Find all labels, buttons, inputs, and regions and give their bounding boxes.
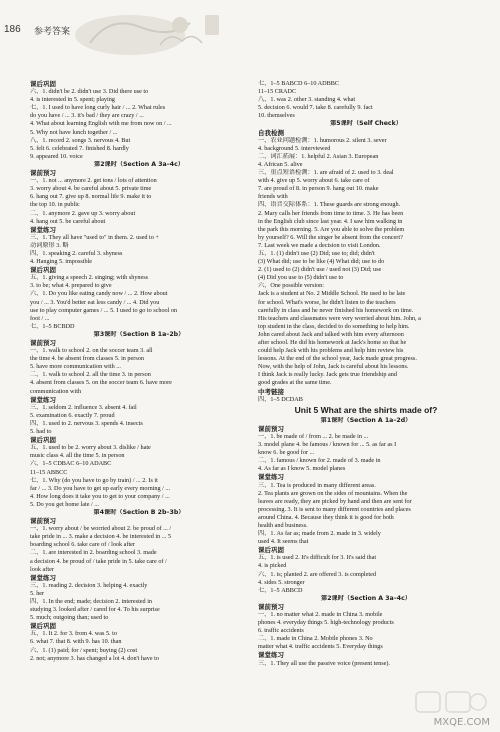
answer-line: 7. Last week we made a decision to visit London. (258, 241, 381, 249)
answer-line: 二、词汇拓展：1. helpful 2. Asian 3. European (258, 152, 379, 160)
answer-line: for school. What's worse, he didn't listen to the teachers (258, 298, 396, 306)
answer-line: 二、1. are interested in 2. boarding school 3. made (30, 549, 157, 557)
answer-line: 5. her (30, 589, 45, 597)
answer-line: use to play computer games / ... 5. I used to go to school on (30, 306, 178, 314)
subsection-heading: 课前预习 (30, 169, 56, 178)
answer-line: top student in the class, decided to do something to help him. (258, 322, 410, 330)
answer-line: friends with (258, 193, 288, 201)
answer-line: a decision 4. be proud of / take pride in 5. take care of / (30, 557, 167, 565)
answer-line: communication with (30, 387, 82, 395)
answer-line: 四、语音交际体系：1. These guards are strong enough. (258, 201, 401, 209)
answer-line: 五、1. used to be 2. worry about 3. dislike / hate (30, 444, 151, 452)
answer-line: 七、1. I used to have long curly hair / ... 2. What rules (30, 104, 166, 112)
answer-line: 4. How long does it take you to get to your company / ... (30, 492, 170, 500)
answer-line: 10. themselves (258, 112, 295, 120)
lesson-heading: 第1课时（Section A 1a–2d） (320, 416, 412, 424)
subsection-heading: 课前预习 (30, 517, 56, 526)
answer-line: with 4. give up 5. worry about 6. take care of (258, 177, 370, 185)
answer-line: music class 4. all the time 5. in person (30, 452, 125, 460)
answer-line: far / ... 3. Do you have to get up early every morning / ... (30, 484, 171, 492)
answer-line: 5. decision 6. would 7. take 8. carefully 9. fact (258, 104, 373, 112)
subsection-heading: 课堂练习 (258, 473, 284, 482)
answer-line: the top 10. in public (30, 201, 80, 209)
answer-line: 二、1. made in China 2. Mobile phones 3. No (258, 635, 373, 643)
answer-line: health and business. (258, 521, 308, 529)
answer-line: 5. have more communication with ... (30, 363, 121, 371)
answer-line: 六、1. Do you like eating candy now / ... 2. How about (30, 290, 168, 298)
answer-line: 2. not; anymore 3. has changed a lot 4. don't have to (30, 654, 159, 662)
answer-line: (3) What did; use to be like (4) What did; use to do (258, 258, 385, 266)
subsection-heading: 课堂练习 (258, 651, 284, 660)
answer-line: know 6. be good for ... (258, 449, 315, 457)
answer-line: 5. examination 6. exactly 7. proud (30, 411, 115, 419)
answer-line: 四、1–5 DCDAB (258, 395, 303, 403)
answer-line: 4. hang out 5. be careful about (30, 217, 106, 225)
answer-line: carefully in class and he never finished his homework on time. (258, 306, 414, 314)
answer-line: 四、1. speaking 2. careful 3. shyness (30, 249, 123, 257)
answer-line: you / ... 3. You'd better eat less candy / ... 4. Did you (30, 298, 160, 306)
subsection-heading: 课后巩固 (258, 546, 284, 555)
answer-line: 5. had to (30, 428, 52, 436)
answer-line: around China. 4. Because they think it is good for both (258, 513, 394, 521)
answer-line: 5. Do you get home late / ... (30, 500, 99, 508)
answer-line: 五、1. (1) didn't use (2) Did; use to; did; didn't (258, 249, 375, 257)
answer-line: 六、1–5 CDBAC 6–10 ADABC (30, 460, 112, 468)
lesson-heading: 第4课时（Section B 2b–3b） (93, 508, 185, 516)
answer-line: 4. What about learning English with me from now on / ... (30, 120, 172, 128)
answer-line: 五、1. giving a speech 2. singing; with shyness (30, 274, 149, 282)
answer-line: 七、1. Why (do you have to go by train) / ... 2. Is it (30, 476, 158, 484)
answer-line: processing. 3. It is sent to many different countries and places (258, 505, 411, 513)
answer-line: 一、1. not ... anymore 2. get tons / lots of attention (30, 177, 157, 185)
subsection-heading: 课堂练习 (30, 395, 56, 404)
answer-line: I think Jack is really lucky. Jack gets true friendship and (258, 371, 397, 379)
answer-line: studying 3. looked after / cared for 4. To his surprise (30, 606, 160, 614)
watermark-text: MXQE.COM (433, 717, 490, 728)
answer-line: 三、重点短语检测：1. are afraid of 2. used to 3. deal (258, 169, 394, 177)
answer-line: 六、1. didn't be 2. didn't use 3. Did there use to (30, 88, 149, 96)
answer-line: 一、1. worry about / be worried about 2. be proud of ... / (30, 525, 172, 533)
subsection-heading: 课前预习 (258, 602, 284, 611)
answer-line: 五、1. It 2. for 3. from 4. was 5. to (30, 630, 117, 638)
answer-line: 4. Hanging 5. impossible (30, 258, 93, 266)
answer-line: leaves are ready, they are picked by hand and then are sent for (258, 497, 412, 505)
answer-line: 一、1. walk to school 2. on the soccer team 3. all (30, 347, 153, 355)
answer-line: 三、1. They all use the passive voice (present tense). (258, 659, 390, 667)
answer-line: 7. are proud of 8. in person 9. hang out 10. make (258, 185, 379, 193)
answer-line: after school. He did his homework at Jack's home so that he (258, 339, 407, 346)
answer-line: 4. African 5. alive (258, 160, 303, 168)
lesson-heading: 第3课时（Section B 1a–2b） (93, 330, 185, 338)
page-number: 186 (4, 24, 21, 35)
answer-line: 八、1. was 2. other 3. standing 4. what (258, 96, 356, 104)
answer-line: the time 4. be absent from classes 5. in person (30, 355, 144, 363)
answer-line: 4. is picked (258, 562, 287, 570)
lesson-heading: 第5课时（Self Check） (330, 120, 402, 128)
right-answer-column (258, 80, 474, 668)
answer-line: John cared about Jack and talked with him every afternoon (258, 330, 404, 338)
subsection-heading: 课堂练习 (30, 225, 56, 234)
answer-line: phones 4. everyday things 5. high-technology products (258, 619, 394, 627)
answer-line: 5. much; outgoing than; used to (30, 614, 109, 622)
subsection-heading: 课后巩固 (30, 80, 56, 88)
answer-line: 4. sides 5. stronger (258, 578, 305, 586)
answer-line: 一、1. no matter what 2. made in China 3. mobile (258, 611, 383, 618)
answer-line: 六、1. (1) paid; for / spent; buying (2) cost (30, 646, 138, 654)
answer-line: 11–15 ABBCC (30, 468, 68, 476)
answer-line: 4. As far as I know 5. model planes (258, 465, 346, 473)
answer-line: 七、1–5 BCBDD (30, 322, 75, 330)
answer-line: take pride in ... 3. make a decision 4. be interested in ... 5 (30, 533, 172, 541)
answer-line: look after (30, 565, 54, 573)
answer-line: 二、1. famous / known for 2. made of 3. made in (258, 457, 381, 465)
answer-line: 6. traffic accidents (258, 627, 304, 635)
answer-line: 3. to be; what 4. prepared to give (30, 282, 112, 290)
answer-line: the park this morning. 5. Are you able to solve the problem (258, 225, 405, 233)
answer-line: 三、1. seldom 2. influence 3. absent 4. fail (30, 403, 137, 411)
answer-line: matter what 4. traffic accidents 5. Everyday things (258, 643, 383, 651)
answer-line: 七、1–5 BABCD 6–10 ADBBC (258, 80, 339, 87)
answer-line: 11–15 CRADC (258, 88, 297, 96)
answer-line: 三、1. Tea is produced in many different areas. (258, 481, 376, 489)
answer-line: 七、1–5 ABBCD (258, 586, 303, 594)
answer-line: foot / ... (30, 314, 50, 322)
subsection-heading: 课后巩固 (30, 266, 56, 275)
page-header (0, 0, 500, 70)
answer-line: 二、1. anymore 2. gave up 3. worry about (30, 209, 136, 217)
answer-line: 一、1. be made of / from ... 2. be made in ... (258, 432, 369, 440)
answer-line: 五、1. is used 2. It's difficult for 3. It's said that (258, 554, 377, 562)
answer-line: Jack is a student at No. 2 Middle School. He used to be late (258, 290, 406, 298)
answer-line: 4. background 5. interviewed (258, 144, 331, 152)
answer-line: 5. Why not have lunch together / ... (30, 128, 118, 136)
subsection-heading: 课前预习 (30, 339, 56, 347)
answer-line: do you have / ... 3. it's bad / they are crazy / ... (30, 112, 144, 120)
answer-line: His teachers and classmates were very worried about him. John, a (258, 314, 421, 322)
answer-line: 4. is interested in 5. spent; playing (30, 96, 115, 104)
subsection-heading: 课堂练习 (30, 573, 56, 582)
answer-line: 9. appeared 10. voice (30, 152, 83, 160)
answer-line: 三、1. They all have "used to" in them. 2. used to + (30, 233, 159, 241)
answer-line: Now, with the help of John, Jack is careful about his lessons. (258, 363, 409, 371)
answer-line: 5. felt 6. celebrated 7. finished 8. hardly (30, 144, 129, 152)
answer-line: 八、1. record 2. songs 3. nervous 4. But (30, 136, 131, 144)
subsection-heading: 课前预习 (258, 424, 284, 433)
header-decoration-icon (70, 5, 235, 60)
answer-line: 二、1. walk to school 2. all the time 3. in person (30, 371, 151, 379)
answer-line: 四、1. used to 2. nervous 3. spends 4. insects (30, 419, 143, 427)
subsection-heading: 中考链接 (258, 387, 284, 396)
lesson-heading: 第2课时（Section A 3a–4c） (321, 594, 411, 602)
answer-line: lessons. At the end of the school year, Jack made great progress. (258, 355, 417, 363)
subsection-heading: 课后巩固 (30, 436, 56, 445)
lesson-heading: 第2课时（Section A 3a–4c） (94, 160, 184, 168)
answer-line: 一、农业问题检测：1. humorous 2. silent 3. sever (258, 136, 387, 144)
answer-line: 2. Mary calls her friends from time to time. 3. He has been (258, 209, 404, 217)
answer-line: 6. what 7. that 8. with 9. has 10. than (30, 638, 122, 646)
answer-line: 3. model plane 4. be famous / known for ... 5. as far as I (258, 441, 397, 449)
answer-line: 六、1. is; planted 2. are offered 3. is completed (258, 570, 376, 578)
answer-line: could help Jack with his problems and help him review his (258, 347, 404, 355)
subsection-heading: 自我检测 (258, 128, 284, 137)
answer-line: 2. (1) used to (2) didn't use / used not (3) Did; use (258, 266, 382, 274)
answer-line: 四、1. In the end; made; decision 2. interested in (30, 598, 153, 605)
answer-line: boarding school 6. take care of / look after (30, 541, 135, 549)
answer-line: (4) Did you use to (5) didn't use to (258, 274, 344, 282)
section-title: 参考答案 (34, 27, 71, 37)
answer-line: 4. absent from classes 5. on the soccer team 6. have more (30, 379, 172, 387)
answer-line: 2. Tea plants are grown on the sides of mountains. When the (258, 489, 408, 497)
answer-line: 3. worry about 4. be careful about 5. private time (30, 185, 152, 193)
answer-line: good grades at the same time. (258, 379, 332, 387)
answer-line: in the English club since last year. 4. I saw him walking in (258, 217, 403, 225)
answer-line: 动词原形 3. 略 (30, 241, 69, 249)
answer-line: 六、One possible version: (258, 282, 324, 290)
answer-line: 6. hang out 7. give up 8. normal life 9. make it to (30, 193, 152, 201)
answer-line: used 4. It seems that (258, 538, 309, 546)
answer-line: by yourself? 6. Will the singer be absent from the concert? (258, 233, 403, 241)
answer-line: 三、1. reading 2. decision 3. helping 4. exactly (30, 581, 148, 589)
left-answer-column (30, 80, 248, 663)
unit-heading: Unit 5 What are the shirts made of? (294, 404, 438, 415)
answer-line: 四、1. As far as; made from 2. made in 3. widely (258, 530, 381, 538)
subsection-heading: 课后巩固 (30, 622, 56, 631)
